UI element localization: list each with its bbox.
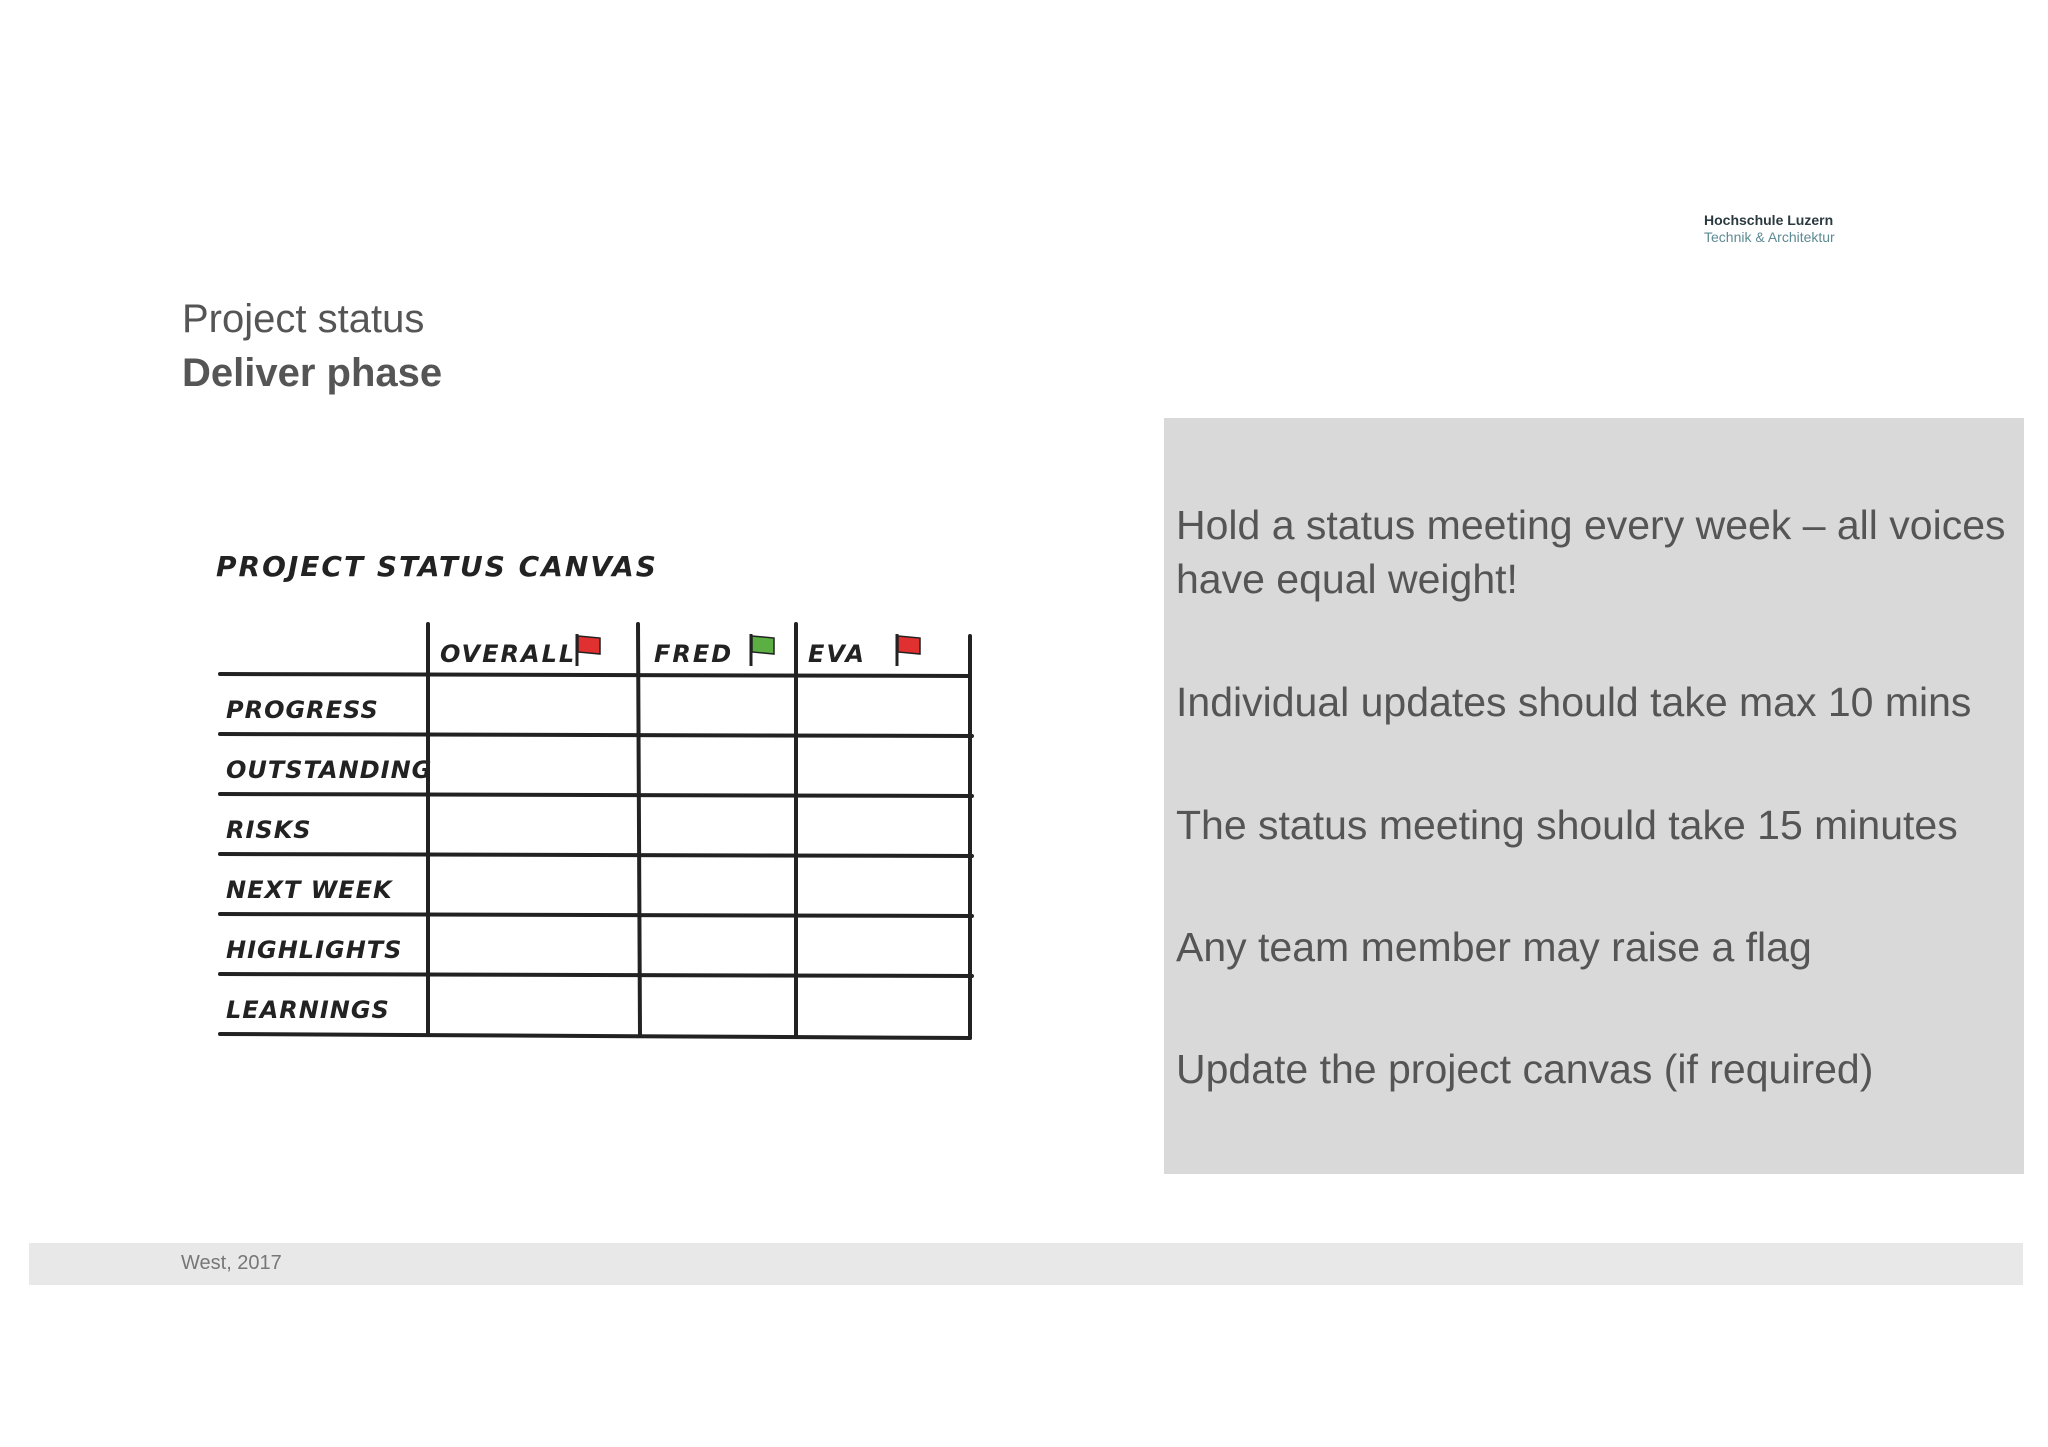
flag-red-icon: [897, 634, 920, 666]
row-label-learnings: LEARNINGS: [226, 996, 390, 1024]
guideline-meeting-duration: The status meeting should take 15 minutes: [1176, 802, 1958, 848]
source-citation: West, 2017: [181, 1252, 282, 1274]
guideline-individual-updates: Individual updates should take max 10 mins: [1176, 679, 1972, 725]
guideline-raise-flag: Any team member may raise a flag: [1176, 924, 1812, 970]
university-logo: [1704, 212, 1835, 246]
canvas-heading: PROJECT STATUS CANVAS: [216, 550, 658, 583]
guideline-weekly-meeting: Hold a status meeting every week – all voices have equal weight!: [1176, 502, 2006, 602]
column-header-overall: OVERALL: [440, 640, 577, 668]
row-label-outstanding: OUTSTANDING: [226, 756, 433, 784]
slide-title-line1: Project status: [182, 297, 425, 341]
row-label-risks: RISKS: [226, 816, 312, 844]
row-label-next-week: NEXT WEEK: [226, 876, 393, 904]
slide-title: [182, 292, 442, 400]
canvas-sketch-svg: [208, 536, 988, 1056]
project-status-canvas-sketch: [208, 536, 988, 1056]
footer-bar: [29, 1243, 2023, 1285]
logo-name: Hochschule Luzern: [1704, 212, 1834, 228]
row-label-progress: PROGRESS: [226, 696, 379, 724]
flag-red-icon: [577, 634, 600, 666]
row-label-highlights: HIGHLIGHTS: [226, 936, 403, 964]
canvas-grid: [220, 624, 972, 1038]
slide-title-line2: Deliver phase: [182, 351, 443, 395]
guidelines-panel: [1164, 418, 2024, 1174]
column-header-fred: FRED: [654, 640, 734, 668]
guideline-update-canvas: Update the project canvas (if required): [1176, 1046, 1874, 1092]
flag-green-icon: [751, 634, 774, 666]
logo-department: Technik & Architektur: [1704, 228, 1835, 245]
column-header-eva: EVA: [808, 640, 866, 668]
